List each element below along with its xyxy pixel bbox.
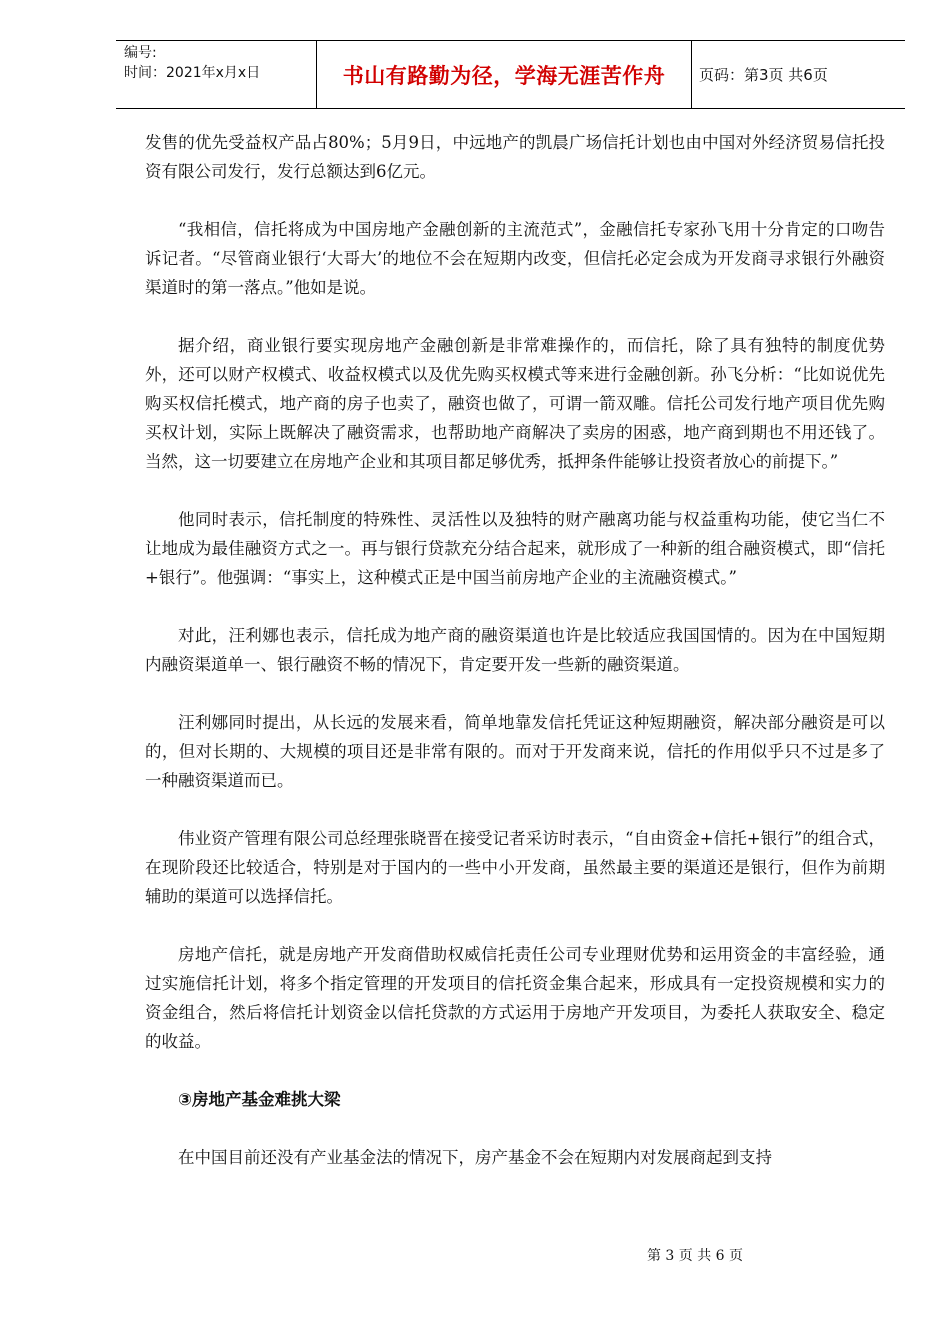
- paragraph: “我相信，信托将成为中国房地产金融创新的主流范式”，金融信托专家孙飞用十分肯定的口吻告诉记者。“尽管商业银行‘大哥大’的地位不会在短期内改变，但信托必定会成为开发商寻求银行外融资渠道时的第一落点。”他如是说。: [145, 220, 885, 297]
- paragraph: 发售的优先受益权产品占80%；5月9日，中远地产的凯晨广场信托计划也由中国对外经济贸易信托投资有限公司发行，发行总额达到6亿元。: [145, 133, 885, 181]
- paragraph: 汪利娜同时提出，从长远的发展来看，简单地靠发信托凭证这种短期融资，解决部分融资是可以的，但对长期的、大规模的项目还是非常有限的。而对于开发商来说，信托的作用似乎只不过是多了一种融资渠道而已。: [145, 713, 885, 790]
- page-header: [116, 40, 905, 109]
- paragraph: 对此，汪利娜也表示，信托成为地产商的融资渠道也许是比较适应我国国情的。因为在中国短期内融资渠道单一、银行融资不畅的情况下，肯定要开发一些新的融资渠道。: [145, 626, 885, 674]
- section-heading: ③房地产基金难挑大梁: [178, 1090, 341, 1109]
- paragraph: 在中国目前还没有产业基金法的情况下，房产基金不会在短期内对发展商起到支持: [178, 1148, 772, 1167]
- paragraph: 房地产信托，就是房地产开发商借助权威信托责任公司专业理财优势和运用资金的丰富经验，通过实施信托计划，将多个指定管理的开发项目的信托资金集合起来，形成具有一定投资规模和实力的资金组合，然后将信托计划资金以信托贷款的方式运用于房地产开发项目，为委托人获取安全、稳定的收益。: [145, 945, 885, 1051]
- header-page-cell: [691, 41, 913, 108]
- page-footer: [0, 1245, 950, 1265]
- document-body: [145, 128, 885, 1201]
- paragraph: 他同时表示，信托制度的特殊性、灵活性以及独特的财产融离功能与权益重构功能，使它当仁不让地成为最佳融资方式之一。再与银行贷款充分结合起来，就形成了一种新的组合融资模式，即“信托+银行”。他强调：“事实上，这种模式正是中国当前房地产企业的主流融资模式。”: [145, 510, 885, 587]
- paragraph: 伟业资产管理有限公司总经理张晓晋在接受记者采访时表示，“自由资金+信托+银行”的组合式，在现阶段还比较适合，特别是对于国内的一些中小开发商，虽然最主要的渠道还是银行，但作为前期辅助的渠道可以选择信托。: [145, 829, 885, 906]
- page-label: 页码：第3页 共6页: [699, 66, 828, 84]
- motto-text: 书山有路勤为径，学海无涯苦作舟: [342, 62, 666, 88]
- footer-page-number: 第 3 页 共 6 页: [646, 1248, 744, 1264]
- header-meta: [116, 41, 316, 110]
- paragraph: 据介绍，商业银行要实现房地产金融创新是非常难操作的，而信托，除了具有独特的制度优势外，还可以财产权模式、收益权模式以及优先购买权模式等来进行金融创新。孙飞分析：“比如说优先购买权信托模式，地产商的房子也卖了，融资也做了，可谓一箭双雕。信托公司发行地产项目优先购买权计划，实际上既解决了融资需求，也帮助地产商解决了卖房的困惑，地产商到期也不用还钱了。当然，这一切要建立在房地产企业和其项目都足够优秀，抵押条件能够让投资者放心的前提下。”: [145, 336, 885, 471]
- time-label: 时间：2021年x月x日: [124, 65, 261, 81]
- serial-label: 编号:: [124, 45, 157, 61]
- header-motto-cell: [316, 41, 692, 108]
